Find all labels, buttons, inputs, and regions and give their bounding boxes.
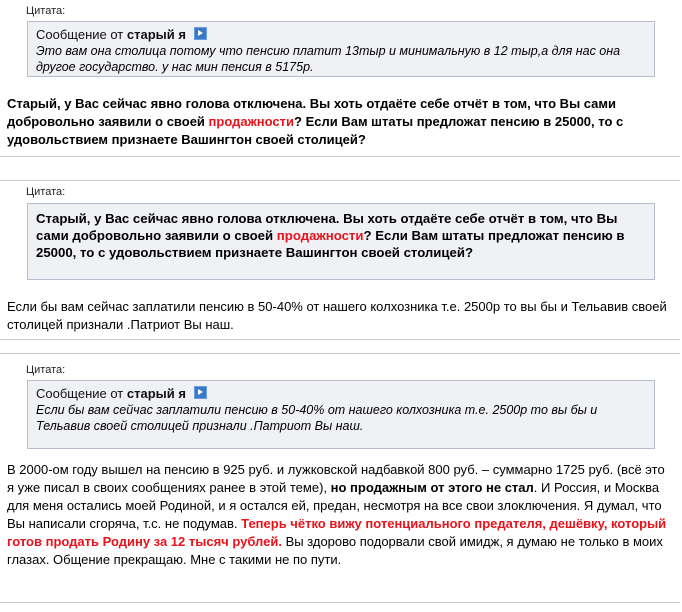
- quote-label: Цитата:: [26, 364, 66, 376]
- quote-author: старый я: [126, 27, 186, 42]
- view-post-arrow-icon[interactable]: [194, 27, 207, 40]
- red-bold-phrase: Теперь чётко вижу потенциального предателя, дешёвку, который готов продать Родину за 12 тысяч рублей.: [7, 516, 667, 549]
- view-post-arrow-icon[interactable]: [194, 386, 207, 399]
- post-2: [0, 180, 680, 340]
- post-1: [0, 0, 680, 157]
- quote-from-prefix: Сообщение от: [36, 386, 124, 401]
- quote-text: Если бы вам сейчас заплатили пенсию в 50-40% от нашего колхозника т.е. 2500р то вы бы и Тельавив своей столицей признали .Патриот Вы наш.: [36, 403, 598, 433]
- post-message: Старый, у Вас сейчас явно голова отключена. Вы хоть отдаёте себе отчёт в том, что Вы сами добровольно заявили о своей продажности? Если Вам штаты предложат пенсию в 25000, то с удовольствием признаете Вашингтон своей столицей?: [7, 96, 624, 147]
- post-message: Если бы вам сейчас заплатили пенсию в 50-40% от нашего колхозника т.е. 2500р то вы бы и Тельавив своей столицей признали .Патриот Вы наш.: [7, 299, 667, 332]
- quote-block: [27, 21, 655, 77]
- post-3: [0, 353, 680, 603]
- quote-header: [36, 385, 646, 402]
- quote-text: Это вам она столица потому что пенсию платит 13тыр и минимальную в 12 тыр,а для нас она другое государство. у нас мин пенсия в 5175р.: [36, 44, 621, 74]
- quote-label: Цитата:: [26, 5, 66, 17]
- quote-label: Цитата:: [26, 186, 66, 198]
- bold-phrase: но продажным от этого не стал: [330, 480, 534, 495]
- quote-from-prefix: Сообщение от: [36, 27, 124, 42]
- highlight-word: продажности: [208, 114, 295, 129]
- quote-header: [36, 26, 646, 43]
- highlight-word: продажности: [276, 228, 364, 243]
- quote-block: [27, 380, 655, 449]
- quote-author: старый я: [126, 386, 186, 401]
- quote-block: Старый, у Вас сейчас явно голова отключена. Вы хоть отдаёте себе отчёт в том, что Вы сами добровольно заявили о своей продажности? Если Вам штаты предложат пенсию в 25000, то с удовольствием признаете Вашингтон своей столицей?: [27, 203, 655, 280]
- post-message: В 2000-ом году вышел на пенсию в 925 руб. и лужковской надбавкой 800 руб. – суммарно 1725 руб. (всё это я уже писал в своих сообщениях ранее в этой теме), но продажным от этого не стал. И Россия, и Москва для меня остались моей Родиной, и я остался ей, предан, несмотря на все свои злоключения. Я думал, что Вы написали сгоряча, т.с. не подумав. Теперь чётко вижу потенциального предателя, дешёвку, который готов продать Родину за 12 тысяч рублей. Вы здорово подорвали свой имидж, я думаю не только в моих глазах. Общение прекращаю. Мне с такими не по пути.: [7, 462, 667, 567]
